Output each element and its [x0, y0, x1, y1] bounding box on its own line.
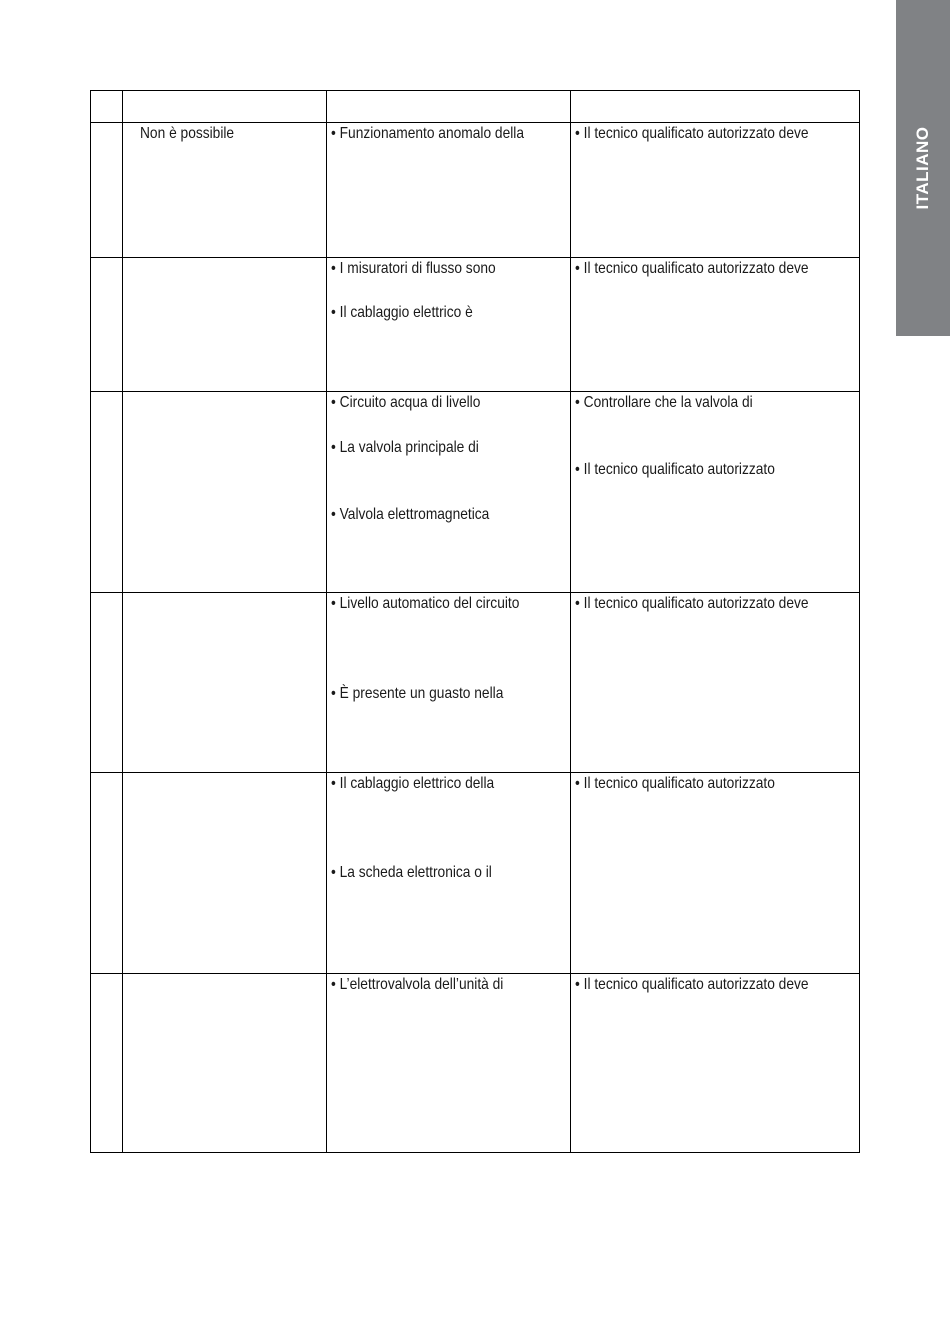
table-row-index-cell: [91, 773, 123, 974]
cause-cell: [327, 593, 571, 773]
problem-cell: [123, 392, 327, 593]
table-row-index-cell: [91, 258, 123, 392]
cause-text: • Valvola elettromagnetica: [331, 506, 490, 523]
solution-text: • Il tecnico qualificato autorizzato: [575, 775, 775, 792]
problem-cell: [123, 773, 327, 974]
solution-text: • Controllare che la valvola di: [575, 394, 753, 411]
solution-text: • Il tecnico qualificato autorizzato deve: [575, 595, 809, 612]
table-row-index-cell: [91, 392, 123, 593]
cause-cell: [327, 974, 571, 1153]
cause-text: • Funzionamento anomalo della: [331, 125, 524, 142]
table-row-index-cell: [91, 974, 123, 1153]
solution-text: • Il tecnico qualificato autorizzato: [575, 461, 775, 478]
solution-cell: [571, 593, 860, 773]
cause-text: • Livello automatico del circuito: [331, 595, 520, 612]
solution-cell: [571, 773, 860, 974]
header-cell-solution: [571, 91, 860, 123]
language-label: ITALIANO: [913, 126, 932, 210]
problem-cell: [123, 258, 327, 392]
table-row-index-cell: [91, 593, 123, 773]
cause-text: • La valvola principale di: [331, 439, 479, 456]
table-row-index-cell: [91, 123, 123, 258]
cause-cell: [327, 392, 571, 593]
solution-text: • Il tecnico qualificato autorizzato deve: [575, 260, 809, 277]
solution-text: • Il tecnico qualificato autorizzato deve: [575, 976, 809, 993]
cause-text: • È presente un guasto nella: [331, 685, 504, 702]
solution-cell: [571, 974, 860, 1153]
solution-cell: [571, 392, 860, 593]
cause-text: • Il cablaggio elettrico è: [331, 304, 473, 321]
troubleshooting-table: [90, 90, 860, 1153]
language-side-tab: [896, 0, 950, 336]
header-cell-cause: [327, 91, 571, 123]
problem-cell: [123, 974, 327, 1153]
cause-text: • I misuratori di flusso sono: [331, 260, 496, 277]
header-cell-index: [91, 91, 123, 123]
cause-text: • L’elettrovalvola dell’unità di: [331, 976, 504, 993]
cause-text: • Il cablaggio elettrico della: [331, 775, 495, 792]
problem-cell: [123, 593, 327, 773]
problem-text: Non è possibile: [140, 125, 235, 142]
solution-text: • Il tecnico qualificato autorizzato deve: [575, 125, 809, 142]
header-cell-problem: [123, 91, 327, 123]
cause-text: • La scheda elettronica o il: [331, 864, 492, 881]
cause-text: • Circuito acqua di livello: [331, 394, 481, 411]
